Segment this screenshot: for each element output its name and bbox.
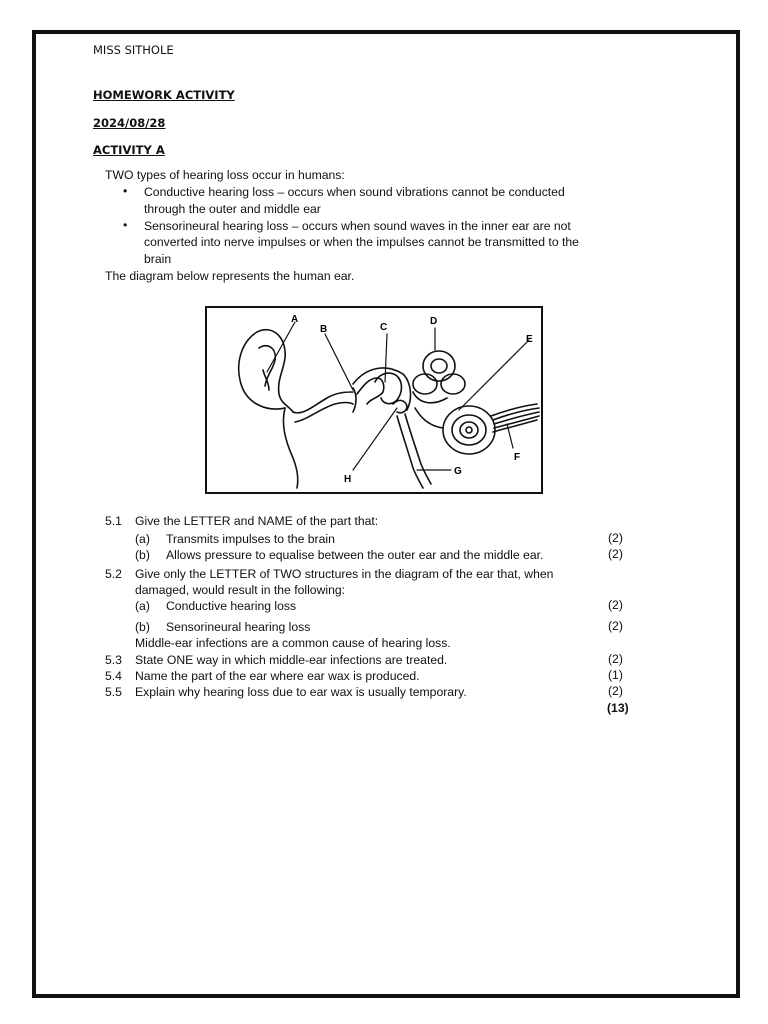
q5-4-number: 5.4 — [105, 669, 122, 683]
q5-5-text: Explain why hearing loss due to ear wax is usually temporary. — [135, 685, 467, 699]
total-marks: (13) — [607, 701, 629, 715]
q5-1a-label: (a) — [135, 532, 150, 546]
q5-2b-text: Sensorineural hearing loss — [166, 620, 311, 634]
ear-diagram-drawing — [207, 308, 541, 492]
activity-heading: ACTIVITY A — [93, 143, 165, 157]
q5-1b-marks: (2) — [608, 547, 623, 561]
page-border-bottom — [32, 994, 740, 996]
q5-2b-marks: (2) — [608, 619, 623, 633]
intro-lead: TWO types of hearing loss occur in humans: — [105, 168, 345, 182]
diagram-label-a: A — [291, 314, 299, 325]
bullet-2-line-1: Sensorineural hearing loss – occurs when sound waves in the inner ear are not — [144, 219, 571, 233]
q5-1b-text: Allows pressure to equalise between the outer ear and the middle ear. — [166, 548, 544, 562]
diagram-label-b: B — [320, 324, 328, 335]
bullet-1-line-1: Conductive hearing loss – occurs when sound vibrations cannot be conducted — [144, 185, 565, 199]
q5-3-marks: (2) — [608, 652, 623, 666]
ear-diagram — [205, 306, 543, 494]
diagram-label-f: F — [514, 452, 521, 463]
q5-3-text: State ONE way in which middle-ear infections are treated. — [135, 653, 448, 667]
q5-1b-label: (b) — [135, 548, 150, 562]
q5-2a-marks: (2) — [608, 598, 623, 612]
diagram-label-h: H — [344, 474, 352, 485]
q5-2-line-1: Give only the LETTER of TWO structures in the diagram of the ear that, when — [135, 567, 554, 581]
q5-5-marks: (2) — [608, 684, 623, 698]
q5-5-number: 5.5 — [105, 685, 122, 699]
diagram-caption: The diagram below represents the human ear. — [105, 269, 355, 283]
q5-2-number: 5.2 — [105, 567, 122, 581]
q5-1-text: Give the LETTER and NAME of the part that: — [135, 514, 379, 528]
q5-2a-text: Conductive hearing loss — [166, 599, 297, 613]
q5-2b-label: (b) — [135, 620, 150, 634]
q5-1a-marks: (2) — [608, 531, 623, 545]
bullet-2-line-3: brain — [144, 252, 172, 266]
diagram-label-e: E — [526, 334, 533, 345]
diagram-label-c: C — [380, 322, 388, 333]
bullet-dot: • — [123, 218, 128, 232]
q5-2a-label: (a) — [135, 599, 150, 613]
bullet-dot: • — [123, 184, 128, 198]
q5-2-line-2: damaged, would result in the following: — [135, 583, 346, 597]
document-title: HOMEWORK ACTIVITY — [93, 88, 235, 102]
diagram-label-d: D — [430, 316, 438, 327]
bullet-2-line-2: converted into nerve impulses or when the impulses cannot be transmitted to the — [144, 235, 579, 249]
bullet-1-line-2: through the outer and middle ear — [144, 202, 321, 216]
q5-4-text: Name the part of the ear where ear wax is produced. — [135, 669, 420, 683]
q5-1a-text: Transmits impulses to the brain — [166, 532, 335, 546]
q5-1-number: 5.1 — [105, 514, 122, 528]
document-date: 2024/08/28 — [93, 116, 166, 130]
teacher-name: MISS SITHOLE — [93, 43, 174, 57]
middle-ear-note: Middle-ear infections are a common cause of hearing loss. — [135, 636, 451, 650]
q5-3-number: 5.3 — [105, 653, 122, 667]
q5-4-marks: (1) — [608, 668, 623, 682]
diagram-label-g: G — [454, 466, 462, 477]
